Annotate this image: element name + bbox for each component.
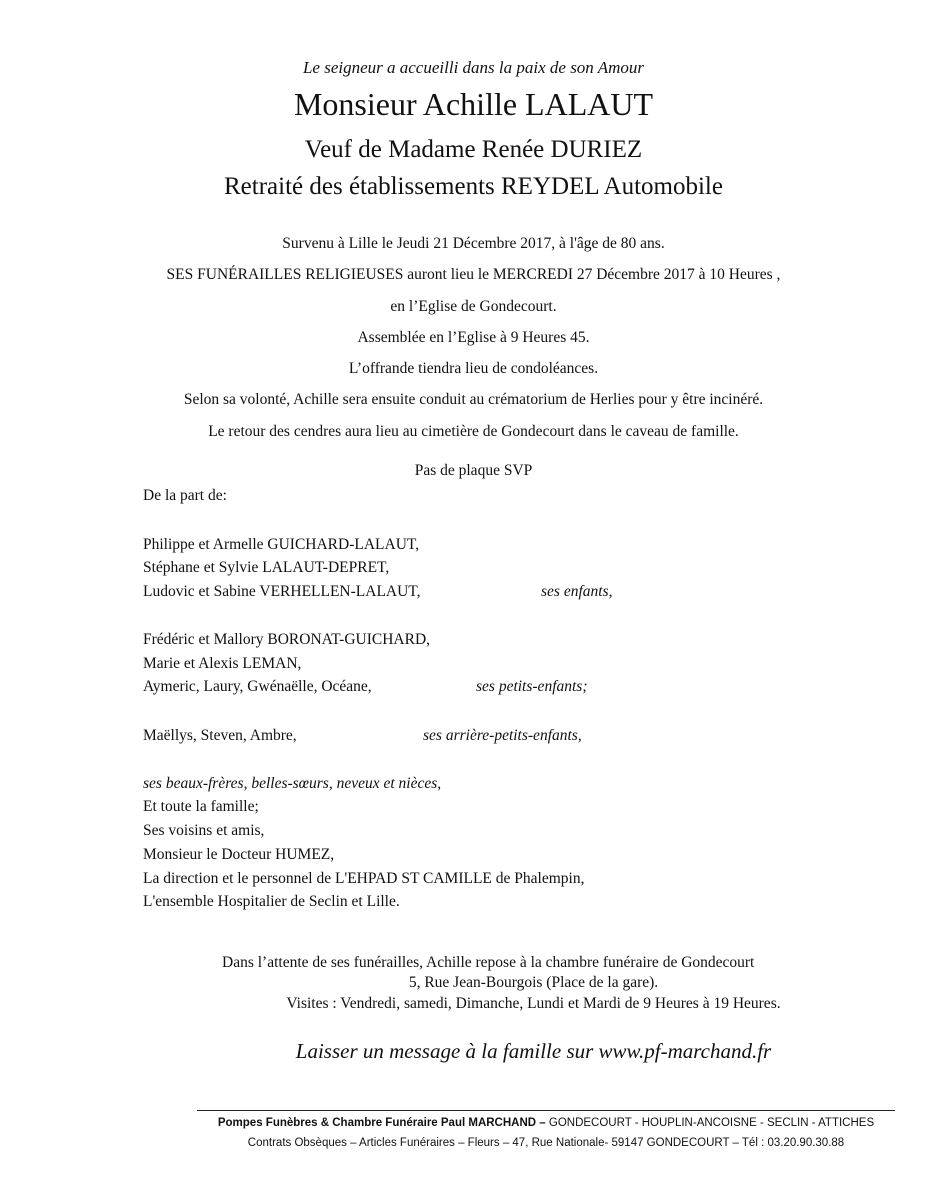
grandchild-entry: Aymeric, Laury, Gwénaëlle, Océane, — [143, 678, 372, 695]
announcement-line: en l’Eglise de Gondecourt. — [390, 298, 557, 315]
ehpad-line: La direction et le personnel de L'EHPAD ST CAMILLE de Phalempin, — [143, 870, 585, 887]
footer-divider — [197, 1110, 895, 1111]
doctor-line: Monsieur le Docteur HUMEZ, — [143, 846, 335, 863]
visit-hours: Visites : Vendredi, samedi, Dimanche, Lundi et Mardi de 9 Heures à 19 Heures. — [286, 995, 781, 1012]
grandchildren-label: ses petits-enfants; — [476, 678, 588, 695]
message-link-text[interactable]: Laisser un message à la famille sur www.pf-marchand.fr — [295, 1039, 772, 1063]
deceased-name: Monsieur Achille LALAUT — [293, 86, 654, 122]
great-grandchildren-label: ses arrière-petits-enfants, — [423, 727, 582, 744]
intro-line: Le seigneur a accueilli dans la paix de son Amour — [302, 58, 645, 77]
hospital-line: L'ensemble Hospitalier de Seclin et Lille. — [143, 893, 400, 910]
grandchild-entry: Frédéric et Mallory BORONAT-GUICHARD, — [143, 631, 431, 648]
rest-line: Dans l’attente de ses funérailles, Achille repose à la chambre funéraire de Gondecourt — [222, 954, 755, 971]
spouse-line: Veuf de Madame Renée DURIEZ — [304, 136, 643, 163]
announcement-line: Selon sa volonté, Achille sera ensuite conduit au crématorium de Herlies pour y être incinéré. — [183, 391, 764, 408]
announcement-line: L’offrande tiendra lieu de condoléances. — [348, 360, 599, 377]
children-label: ses enfants, — [541, 583, 613, 600]
footer-company-line — [197, 1117, 895, 1129]
no-plaque-note: Pas de plaque SVP — [414, 462, 533, 479]
family-line: Et toute la famille; — [143, 798, 259, 815]
announcement-line: Le retour des cendres aura lieu au cimetière de Gondecourt dans le caveau de famille. — [208, 423, 739, 440]
announcement-line: SES FUNÉRAILLES RELIGIEUSES auront lieu le MERCREDI 27 Décembre 2017 à 10 Heures , — [166, 266, 781, 283]
child-entry: Stéphane et Sylvie LALAUT-DEPRET, — [143, 559, 390, 576]
from-label: De la part de: — [143, 487, 227, 504]
occupation-line: Retraité des établissements REYDEL Automobile — [224, 173, 723, 200]
announcement-line: Assemblée en l’Eglise à 9 Heures 45. — [357, 329, 590, 346]
child-entry: Philippe et Armelle GUICHARD-LALAUT, — [143, 536, 420, 553]
rest-address: 5, Rue Jean-Bourgois (Place de la gare). — [408, 974, 659, 991]
inlaws-line: ses beaux-frères, belles-sœurs, neveux et nièces, — [143, 775, 442, 792]
footer-locations: GONDECOURT - HOUPLIN-ANCOISNE - SECLIN - ATTICHES — [545, 1117, 875, 1129]
great-grandchildren-entry: Maëllys, Steven, Ambre, — [143, 727, 297, 744]
footer-company: Pompes Funèbres & Chambre Funéraire Paul MARCHAND – — [217, 1117, 546, 1129]
neighbours-line: Ses voisins et amis, — [143, 822, 265, 839]
announcement-line: Survenu à Lille le Jeudi 21 Décembre 2017, à l'âge de 80 ans. — [282, 235, 665, 252]
child-entry: Ludovic et Sabine VERHELLEN-LALAUT, — [143, 583, 421, 600]
footer-services: Contrats Obsèques – Articles Funéraires – Fleurs – 47, Rue Nationale- 59147 GONDECOURT – Tél : 03.20.90.30.88 — [247, 1137, 845, 1149]
grandchild-entry: Marie et Alexis LEMAN, — [143, 655, 302, 672]
